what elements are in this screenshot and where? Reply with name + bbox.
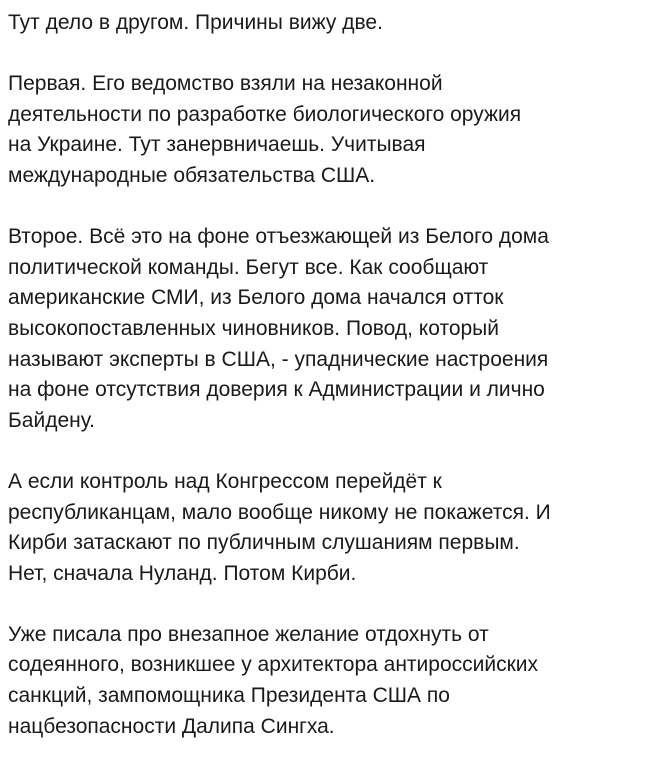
text-line: на фоне отсутствия доверия к Администрации и лично [8, 378, 545, 402]
paragraph-3 [8, 222, 638, 436]
text-line: Второе. Всё это на фоне отъезжающей из Белого дома [8, 225, 549, 249]
text-line: Байдену. [8, 408, 95, 432]
text-line: высокопоставленных чиновников. Повод, который [8, 316, 500, 340]
paragraph-4 [8, 467, 638, 589]
text-line: Нет, сначала Нуланд. Потом Кирби. [8, 561, 357, 585]
text-line: Кирби затаскают по публичным слушаниям первым. [8, 531, 520, 555]
text-line: Первая. Его ведомство взяли на незаконной [8, 72, 443, 96]
paragraph-2 [8, 69, 638, 191]
text-line: на Украине. Тут занервничаешь. Учитывая [8, 133, 426, 157]
text-line: деятельности по разработке биологического оружия [8, 102, 522, 126]
text-line: американские СМИ, из Белого дома начался отток [8, 286, 504, 310]
paragraph-1 [8, 8, 638, 39]
text-line: называют эксперты в США, - упаднические настроения [8, 347, 549, 371]
text-line: международные обязательства США. [8, 163, 376, 187]
text-line: санкций, зампомощника Президента США по [8, 684, 450, 708]
text-line: политической команды. Бегут все. Как сообщают [8, 255, 489, 279]
text-line: Уже писала про внезапное желание отдохнуть от [8, 622, 489, 646]
paragraph-5 [8, 620, 638, 742]
text-line: республиканцам, мало вообще никому не покажется. И [8, 500, 551, 524]
text-line: содеянного, возникшее у архитектора антироссийских [8, 653, 539, 677]
text-line: А если контроль над Конгрессом перейдёт к [8, 469, 442, 493]
text-line: Тут дело в другом. Причины вижу две. [8, 11, 383, 34]
text-line: нацбезопасности Далипа Сингха. [8, 714, 335, 738]
